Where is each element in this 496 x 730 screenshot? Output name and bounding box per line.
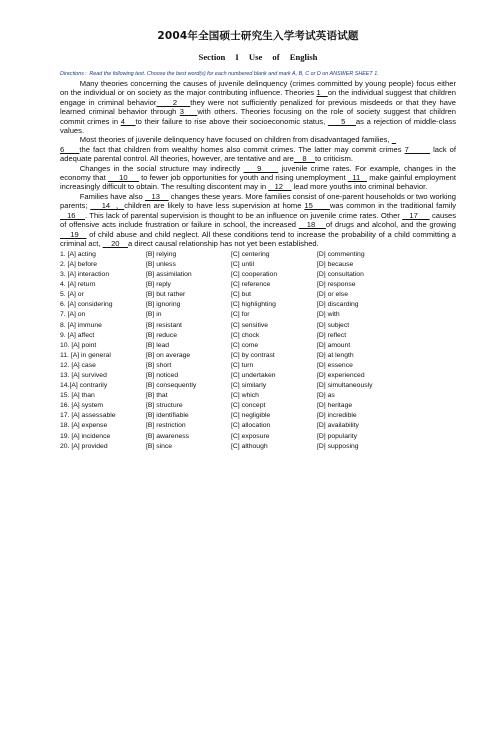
answer-blank-9: 9	[243, 163, 279, 173]
option-choice-b[interactable]: [B] ignoring	[146, 301, 181, 309]
option-choice-a[interactable]: 5. [A] or	[60, 291, 84, 299]
option-row	[60, 300, 417, 310]
answer-options-table	[60, 249, 417, 451]
option-row	[60, 280, 417, 290]
option-choice-b[interactable]: [B] but rather	[146, 291, 186, 299]
option-choice-b[interactable]: [B] reply	[146, 281, 171, 289]
option-row	[60, 391, 417, 401]
answer-blank-12: 12	[268, 182, 292, 192]
section-heading: Section I Use of English	[198, 52, 318, 62]
option-choice-d[interactable]: [D] availability	[317, 422, 359, 430]
option-row	[60, 350, 417, 360]
option-choice-a[interactable]: 11. [A] in general	[60, 351, 111, 359]
option-choice-d[interactable]: [D] or else	[317, 291, 348, 299]
option-choice-a[interactable]: 1. [A] acting	[60, 250, 96, 258]
option-choice-a[interactable]: 18. [A] expense	[60, 422, 108, 430]
option-choice-b[interactable]: [B] since	[146, 442, 173, 450]
answer-blank-18: 18	[298, 220, 326, 230]
cloze-passage	[60, 79, 456, 248]
option-choice-c[interactable]: [C] concept	[231, 402, 266, 410]
passage-text: on the individual suggest that children engage in criminal behavior	[60, 88, 456, 107]
option-choice-b[interactable]: [B] on average	[146, 351, 191, 359]
option-choice-a[interactable]: 4. [A] return	[60, 281, 96, 289]
option-choice-b[interactable]: [B] awareness	[146, 432, 190, 440]
option-choice-b[interactable]: [B] short	[146, 361, 172, 369]
option-choice-d[interactable]: [D] as	[317, 392, 335, 400]
answer-blank-15: 15	[304, 201, 330, 211]
option-choice-a[interactable]: 6. [A] considering	[60, 301, 113, 309]
passage-text: lead more youths into criminal behavior.	[291, 182, 428, 192]
option-choice-a[interactable]: 13. [A] survived	[60, 371, 107, 379]
option-choice-a[interactable]: 8. [A] immune	[60, 321, 102, 329]
option-choice-a[interactable]: 17. [A] assessable	[60, 412, 116, 420]
passage-paragraph-4	[60, 192, 456, 248]
option-choice-b[interactable]: [B] restriction	[146, 422, 186, 430]
passage-text: to their failure to rise above their socioeconomic status,	[135, 116, 328, 126]
answer-blank-1: 1	[316, 88, 328, 98]
option-choice-a[interactable]: 12. [A] case	[60, 361, 96, 369]
passage-text: Most theories of juvenile delinquency have focused on children from disadvantaged families,	[79, 135, 392, 145]
passage-text: of drugs and alcohol, and the growing	[325, 220, 456, 230]
option-choice-d[interactable]: [D] at length	[317, 351, 354, 359]
passage-text: as a rejection of middle-class values.	[60, 116, 457, 136]
option-row	[60, 401, 417, 411]
passage-text: Changes in the social structure may indirectly	[79, 163, 244, 173]
option-row	[60, 270, 417, 280]
option-row	[60, 290, 417, 300]
option-choice-a[interactable]: 16. [A] system	[60, 402, 104, 410]
exam-page	[0, 28, 496, 730]
option-choice-d[interactable]: [D] reflect	[317, 331, 347, 339]
option-choice-a[interactable]: 3. [A] interaction	[60, 271, 110, 279]
option-row	[60, 370, 417, 380]
option-choice-b[interactable]: [B] structure	[146, 402, 183, 410]
option-choice-d[interactable]: [D] amount	[317, 341, 351, 349]
option-choice-a[interactable]: 2. [A] before	[60, 260, 98, 268]
option-row	[60, 381, 417, 391]
option-choice-a[interactable]: 7. [A] on	[60, 311, 86, 319]
option-choice-a[interactable]: 15. [A] than	[60, 392, 95, 400]
option-choice-d[interactable]: [D] consultation	[317, 271, 364, 279]
exam-title: 2004年全国硕士研究生入学考试英语试题	[157, 30, 359, 42]
answer-blank-4: 4	[120, 116, 136, 126]
option-choice-c[interactable]: [C] cooperation	[231, 271, 278, 279]
option-choice-c[interactable]: [C] undertaken	[231, 371, 276, 379]
option-row	[60, 320, 417, 330]
option-choice-c[interactable]: [C] until	[231, 260, 255, 268]
option-choice-a[interactable]: 20. [A] provided	[60, 442, 108, 450]
option-choice-b[interactable]: [B] assimilation	[146, 271, 192, 279]
passage-text: of child abuse and child neglect. All these conditions tend to increase the probability of a child committing a criminal act,	[60, 229, 457, 248]
option-choice-c[interactable]: [C] turn	[231, 361, 254, 369]
option-choice-d[interactable]: [D] supposing	[317, 442, 359, 450]
option-choice-a[interactable]: 19. [A] incidence	[60, 432, 111, 440]
option-choice-c[interactable]: [C] exposure	[231, 432, 270, 440]
option-choice-c[interactable]: [C] centering	[231, 250, 270, 258]
option-row	[60, 431, 417, 441]
option-row	[60, 330, 417, 340]
option-choice-d[interactable]: [D] simultaneously	[317, 382, 373, 390]
option-row	[60, 411, 417, 421]
passage-paragraph-1	[60, 79, 456, 135]
option-choice-b[interactable]: [B] noticed	[146, 371, 179, 379]
option-choice-c[interactable]: [C] chock	[231, 331, 260, 339]
option-choice-d[interactable]: [D] response	[317, 281, 356, 289]
option-choice-c[interactable]: [C] negligible	[231, 412, 271, 420]
passage-text: with others. Theories focusing on the role of society suggest that children commit crimes in	[60, 107, 456, 126]
passage-text: make gainful employment increasingly difficult to obtain. The resulting discontent may in	[60, 173, 457, 192]
option-row	[60, 360, 417, 370]
option-choice-d[interactable]: [D] experienced	[317, 371, 365, 379]
option-choice-d[interactable]: [D] essence	[317, 361, 353, 369]
option-choice-a[interactable]: 10. [A] point	[60, 341, 97, 349]
answer-blank-6: 6	[60, 144, 65, 154]
passage-text: Many theories concerning the causes of juvenile delinquency (crimes committed by young people) focus either on the individual or on society as the major contributing influence. Theories	[60, 79, 456, 98]
option-row	[60, 249, 417, 259]
option-choice-c[interactable]: [C] sensitive	[231, 321, 269, 329]
answer-blank-19: 19	[60, 229, 87, 239]
option-choice-d[interactable]: [D] incredible	[317, 412, 357, 420]
option-choice-c[interactable]: [C] come	[231, 341, 259, 349]
answer-blank-17: 17	[402, 210, 430, 220]
option-choice-c[interactable]: [C] similarly	[231, 382, 267, 390]
option-choice-d[interactable]: [D] subject	[317, 321, 350, 329]
passage-text: a direct causal relationship has not yet been established.	[127, 238, 319, 248]
passage-text: children are likely to have less supervision at home	[124, 201, 305, 211]
option-choice-b[interactable]: [B] identifiable	[146, 412, 189, 420]
option-choice-c[interactable]: [C] although	[231, 442, 268, 450]
option-choice-c[interactable]: [C] by contrast	[231, 351, 275, 359]
option-choice-a[interactable]: 14.[A] contrarily	[60, 382, 108, 390]
answer-blank-2: 2	[156, 97, 191, 107]
answer-blank-3: 3	[179, 107, 198, 117]
answer-blank-20: 20	[102, 238, 128, 248]
passage-text: juvenile crime rates. For example, changes in the economy that	[60, 163, 456, 183]
answer-blank-16: 16	[60, 210, 85, 220]
directions-text: Directions：Read the following text. Choose the best word(s) for each numbered blank and mark A, B, C or D on ANSWER SHEET 1.	[60, 71, 379, 77]
passage-text: the fact that children from wealthy homes also commit crimes. The latter may commit crimes	[79, 144, 405, 154]
passage-text: Families have also	[79, 191, 145, 201]
option-choice-a[interactable]: 9. [A] affect	[60, 331, 95, 339]
option-choice-b[interactable]: [B] reduce	[146, 331, 177, 339]
option-row	[60, 259, 417, 269]
answer-blank-8: 8	[293, 154, 315, 164]
passage-paragraph-2	[60, 135, 456, 163]
option-choice-d[interactable]: [D] because	[317, 260, 354, 268]
option-choice-c[interactable]: [C] allocation	[231, 422, 271, 430]
answer-blank-13: 13	[144, 191, 169, 201]
passage-text: to fewer job opportunities for youth and rising unemployment	[138, 173, 348, 183]
option-choice-b[interactable]: [B] resistant	[146, 321, 182, 329]
answer-blank-11: 11	[347, 173, 367, 183]
option-row	[60, 441, 417, 451]
passage-text: causes of offensive acts include frustration or failure in school, the increased	[60, 210, 457, 230]
option-choice-b[interactable]: [B] lead	[146, 341, 170, 349]
option-row	[60, 340, 417, 350]
answer-blank-14: 14 ，	[90, 201, 125, 211]
option-choice-d[interactable]: [D] discarding	[317, 301, 359, 309]
answer-blank-7: 7	[404, 144, 431, 154]
option-choice-b[interactable]: [B] relying	[146, 250, 177, 258]
option-choice-b[interactable]: [B] unless	[146, 260, 176, 268]
option-choice-c[interactable]: [C] highlighting	[231, 301, 276, 309]
passage-text: to criticism.	[314, 154, 353, 164]
option-choice-c[interactable]: [C] but	[231, 291, 252, 299]
option-row	[60, 310, 417, 320]
passage-text: lack of adequate parental control. All theories, however, are tentative and are	[60, 144, 456, 164]
option-choice-d[interactable]: [D] with	[317, 311, 340, 319]
option-choice-b[interactable]: [B] consequently	[146, 382, 197, 390]
passage-text: was common in the traditional family	[329, 201, 457, 211]
option-choice-b[interactable]: [B] that	[146, 392, 168, 400]
option-choice-d[interactable]: [D] heritage	[317, 402, 353, 410]
option-choice-c[interactable]: [C] for	[231, 311, 250, 319]
passage-paragraph-3	[60, 164, 456, 192]
answer-blank-10: 10	[107, 173, 139, 183]
passage-text: . This lack of parental supervision is thought to be an influence on juvenile crime rates. Other	[84, 210, 403, 220]
option-choice-c[interactable]: [C] reference	[231, 281, 271, 289]
answer-blank-5: 5	[327, 116, 356, 126]
option-choice-d[interactable]: [D] commenting	[317, 250, 365, 258]
passage-text: they were not sufficiently penalized for previous misdeeds or that they have learned criminal behavior through	[60, 97, 456, 117]
option-choice-b[interactable]: [B] in	[146, 311, 162, 319]
option-row	[60, 421, 417, 431]
option-choice-c[interactable]: [C] which	[231, 392, 259, 400]
passage-text: changes these years. More families consist of one-parent households or two working parents;	[60, 191, 457, 211]
option-choice-d[interactable]: [D] popularity	[317, 432, 358, 440]
